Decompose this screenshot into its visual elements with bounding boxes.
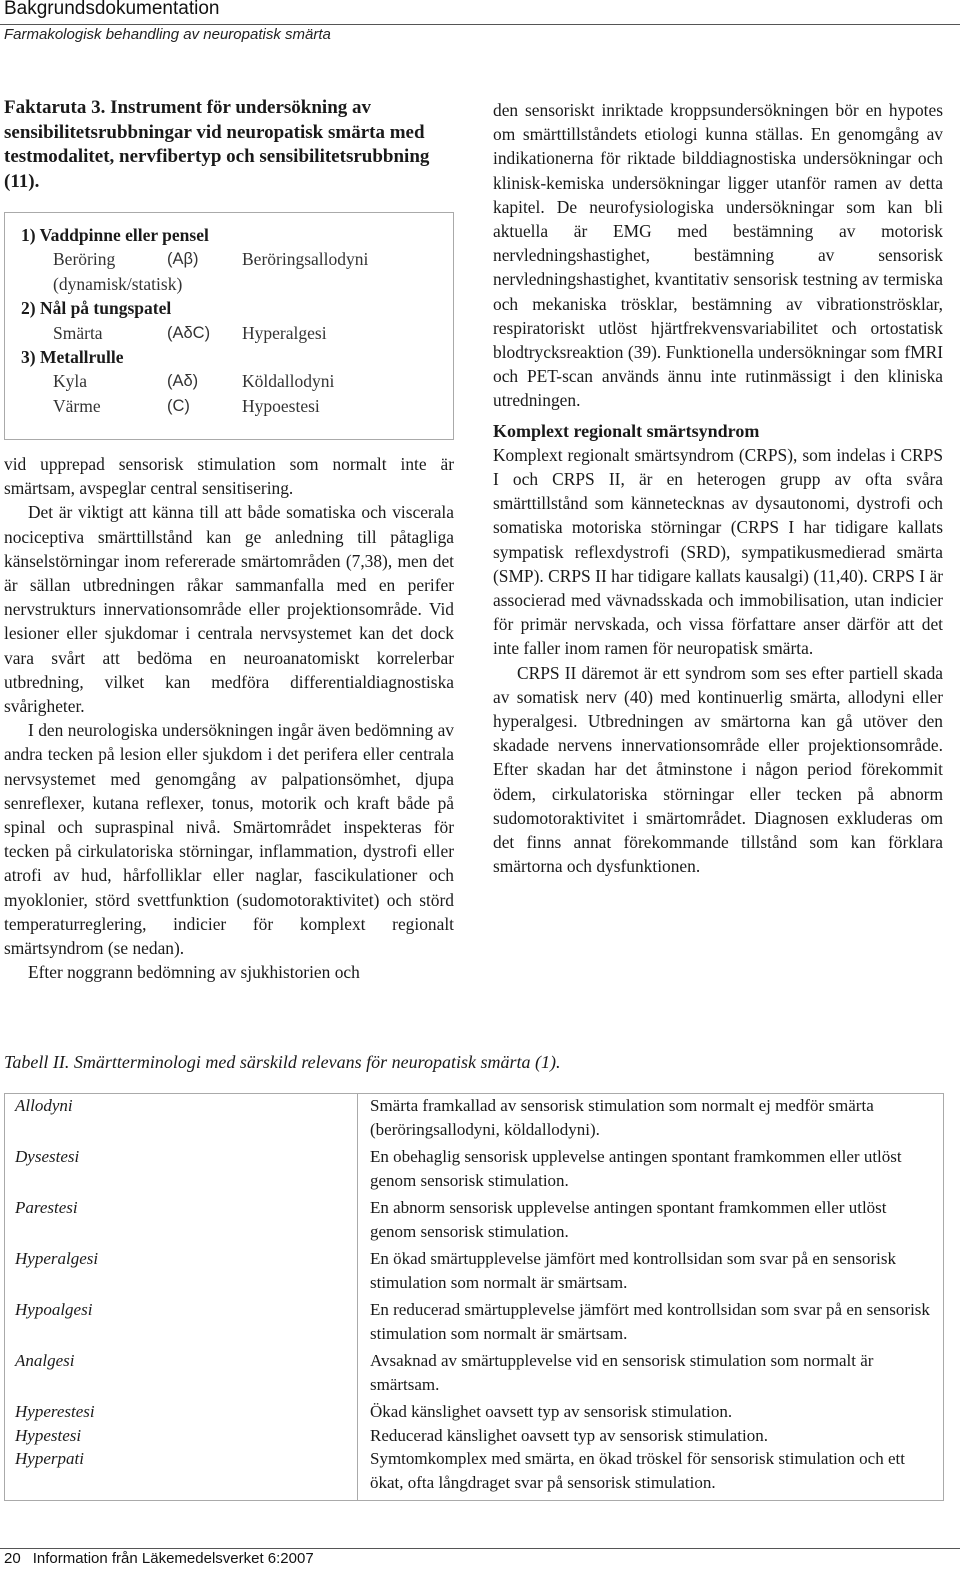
body-paragraph: den sensoriskt inriktade kroppsundersökningen bör en hypotes om smärttillståndets etiologi kunna ställas. En genomgång av indikationerna för riktade bilddiagnostiska undersökningar och klinisk-kemiska undersökningar ligger utanför ramen av detta kapitel. De neurofysiologiska undersökningar som kan bli aktuella är EMG med bestämning av motorisk nervledningshastighet, bestämning av sensorisk nervledningshastighet, kvantitativ sensorisk testning av termiska och mekaniska trösklar, bestämning av vibrationströsklar, respiratoriskt utlöst hjärtfrekvensvariabilitet och ortostatisk blodtrycksreaktion (39). Funktionella undersökningar som fMRI och PET-scan används ännu inte rutinmässigt i den kliniska utredningen. xyxy=(493,100,943,411)
left-column xyxy=(4,96,454,984)
modality-cell: Smärta xyxy=(53,322,103,343)
table-caption: Tabell II. Smärtterminologi med särskild relevans för neuropatisk smärta (1). xyxy=(4,1052,561,1072)
right-column xyxy=(493,98,943,879)
disorder-cell: Hyperalgesi xyxy=(242,322,327,343)
table-row xyxy=(5,1141,944,1192)
modality-cell: Värme xyxy=(53,395,101,416)
term-cell: Hypestesi xyxy=(5,1424,358,1448)
footer-divider xyxy=(0,1548,960,1549)
table-row xyxy=(5,1424,944,1448)
modality-cell: Beröring xyxy=(53,249,116,270)
definition-cell: Avsaknad av smärtupplevelse vid en sensorisk stimulation som normalt är smärtsam. xyxy=(370,1351,874,1394)
header-subtitle: Farmakologisk behandling av neuropatisk smärta xyxy=(4,26,331,43)
definition-cell: En abnorm sensorisk upplevelse antingen spontant framkommen eller utlöst genom sensorisk stimulation. xyxy=(370,1198,887,1241)
fiber-cell: (AδC) xyxy=(167,323,211,342)
term-cell: Hyperpati xyxy=(5,1447,358,1501)
term-cell: Dysestesi xyxy=(5,1141,358,1192)
definition-cell: Ökad känslighet oavsett typ av sensorisk stimulation. xyxy=(370,1402,733,1421)
term-cell: Hypoalgesi xyxy=(5,1294,358,1345)
section-heading: Komplext regionalt smärtsyndrom xyxy=(493,420,760,441)
table-row xyxy=(5,1192,944,1243)
factbox-section-heading: 1) Vaddpinne eller pensel xyxy=(21,225,209,245)
body-paragraph: Komplext regionalt smärtsyndrom (CRPS), som indelas i CRPS I och CRPS II, är en heterogen grupp av ofta svåra smärttillstånd som kännetecknas av dysautonomi, dystrofi och somatiska motoriska störningar (CRPS I har tidigare kallats sympatisk reflexdystrofi (SRD), sympatikusmedierad smärta (SMP). CRPS II har tidigare kallats kausalgi) (11,40). CRPS I är associerad med vävnadsskada och immobilisation, utan indicier för primär nervskada, och vissa författare anser därför att det inte faller inom ramen för neuropatisk smärta. xyxy=(493,444,943,659)
disorder-cell: Beröringsallodyni xyxy=(242,249,369,270)
terminology-table xyxy=(4,1093,944,1501)
definition-cell: Reducerad känslighet oavsett typ av sensorisk stimulation. xyxy=(370,1425,769,1445)
factbox-section-heading: 3) Metallrulle xyxy=(21,347,124,368)
table-row xyxy=(5,1447,944,1501)
header-divider xyxy=(0,24,960,25)
header-title: Bakgrundsdokumentation xyxy=(4,0,220,19)
table-row xyxy=(5,1294,944,1345)
factbox-row xyxy=(21,394,453,418)
definition-cell: En ökad smärtupplevelse jämfört med kontrollsidan som svar på en sensorisk stimulation som normalt är smärtsam. xyxy=(370,1249,896,1292)
factbox-section-heading: 2) Nål på tungspatel xyxy=(21,298,172,319)
disorder-cell: Hypoestesi xyxy=(242,395,320,416)
term-cell: Hyperalgesi xyxy=(5,1243,358,1294)
fiber-cell: (Aβ) xyxy=(167,250,199,269)
term-cell: Analgesi xyxy=(5,1345,358,1396)
term-cell: Parestesi xyxy=(5,1192,358,1243)
factbox xyxy=(4,212,454,440)
body-paragraph: Efter noggrann bedömning av sjukhistorien och xyxy=(28,962,360,983)
body-paragraph: CRPS II däremot är ett syndrom som ses efter partiell skada av somatisk nerv (40) med kontinuerlig smärta, allodyni eller hyperalgesi. Utbredningen av smärtorna kan gå utöver den skadade nervens innervationsområde eller projektionsområde. Efter skadan har det åtminstone i någon period förekommit ödem, cirkulatoriska störningar eller tecken på abnorm sudomotoraktivitet i smärtområdet. Diagnosen exkluderas om det finns annat förekommande tillstånd som kan förklara smärtorna och dysfunktionen. xyxy=(493,662,943,877)
definition-cell: Smärta framkallad av sensorisk stimulation som normalt ej medför smärta (beröringsallodyni, köldallodyni). xyxy=(370,1096,874,1139)
factbox-row xyxy=(21,247,453,271)
page-number: 20 xyxy=(4,1550,21,1567)
table-row xyxy=(5,1094,944,1142)
body-paragraph: I den neurologiska undersökningen ingår även bedömning av andra tecken på lesion eller sjukdom i det perifera eller centrala nervsystemet med genomgång av palpationsömhet, djupa senreflexer, kutana reflexer, tonus, motorik och kraft både på spinal och supraspinal nivå. Smärtområdet inspekteras för tecken på cirkulatoriska störningar, inflammation, dystrofi eller atrofi av hud, hårfolliklar eller naglar, fascikulationer och myoklonier, störd svettfunktion (sudomotoraktivitet) och störd temperaturreglering, indicier för komplext regionalt smärtsyndrom (se nedan). xyxy=(4,720,454,959)
table-row xyxy=(5,1345,944,1396)
table-row xyxy=(5,1243,944,1294)
factbox-row xyxy=(21,321,453,345)
term-cell: Hyperestesi xyxy=(5,1396,358,1424)
body-paragraph: vid upprepad sensorisk stimulation som normalt inte är smärtsam, avspeglar central sensitisering. xyxy=(4,454,454,499)
modality-cell: Kyla xyxy=(53,371,88,392)
factbox-caption: Faktaruta 3. Instrument för undersökning av sensibilitetsrubbningar vid neuropatisk smärta med testmodalitet, nervfibertyp och sensibilitetsrubbning (11). xyxy=(4,97,430,192)
fiber-cell: (Aδ) xyxy=(167,372,199,391)
table-row xyxy=(5,1396,944,1424)
body-paragraph: Det är viktigt att känna till att både somatiska och viscerala nociceptiva smärttillstånd kan ge anledning till påtagliga känselstörningar inom refererade smärtområden (7,38), men det är sällan utbredningen råkar sammanfalla med en perifer nervstrukturs innervationsområde eller projektionsområde. Vid lesioner eller sjukdomar i centrala nervsystemet kan det dock vara svårt att bedöma en neuroanatomiskt korrelerbar utbredning, vilket kan medföra differentialdiagnostiska svårigheter. xyxy=(4,502,454,717)
publication-name: Information från Läkemedelsverket 6:2007 xyxy=(32,1550,314,1567)
definition-cell: Symtomkomplex med smärta, en ökad tröskel för sensorisk stimulation och ett ökat, ofta långdraget svar på sensorisk stimulation. xyxy=(370,1449,905,1492)
fiber-cell: (C) xyxy=(167,396,190,415)
factbox-note: (dynamisk/statisk) xyxy=(53,273,183,294)
definition-cell: En obehaglig sensorisk upplevelse antingen spontant framkommen eller utlöst genom sensorisk stimulation. xyxy=(370,1147,902,1190)
definition-cell: En reducerad smärtupplevelse jämfört med kontrollsidan som svar på en sensorisk stimulation som normalt är smärtsam. xyxy=(370,1300,930,1343)
disorder-cell: Köldallodyni xyxy=(242,371,335,392)
factbox-row xyxy=(21,369,453,393)
term-cell: Allodyni xyxy=(5,1094,358,1142)
footer xyxy=(4,1550,314,1567)
